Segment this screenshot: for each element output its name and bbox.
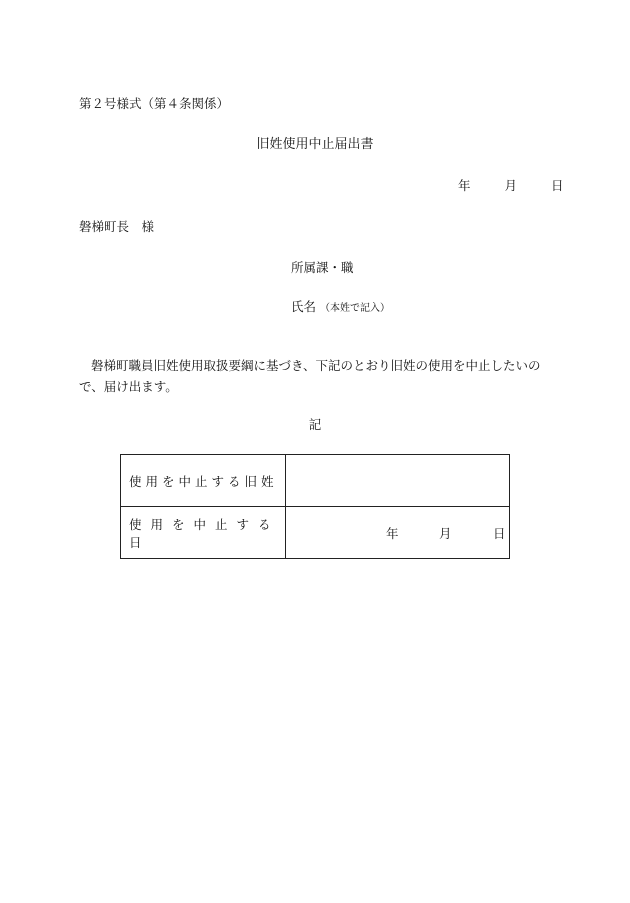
name-note: （本姓で記入） (320, 303, 391, 314)
stop-date-month-label: 月 (439, 526, 452, 541)
body-paragraph: 磐梯町職員旧姓使用取扱要綱に基づき、下記のとおり旧姓の使用を中止したいので、届け出ます。 (79, 358, 541, 394)
old-surname-field[interactable] (286, 455, 510, 507)
stop-date-year-label: 年 (386, 526, 399, 541)
name-line (291, 299, 390, 315)
table-row (121, 507, 510, 559)
submission-date-line (458, 178, 563, 193)
date-day-label: 日 (550, 178, 564, 193)
form-number-label: 第２号様式（第４条関係） (79, 96, 230, 111)
affiliation-label: 所属課・職 (291, 260, 354, 275)
detail-table (120, 454, 510, 559)
stop-date-label: 使用を中止する日 (121, 507, 286, 559)
ki-heading: 記 (308, 417, 322, 432)
date-year-label: 年 (458, 178, 471, 193)
document-title: 旧姓使用中止届出書 (256, 137, 374, 152)
recipient-line: 磐梯町長 様 (79, 219, 155, 234)
table-row (121, 455, 510, 507)
stop-date-field[interactable] (286, 507, 510, 559)
name-label: 氏名 (291, 299, 317, 314)
stop-date-day-label: 日 (493, 526, 506, 541)
date-month-label: 月 (504, 178, 517, 193)
old-surname-label: 使用を中止する旧姓 (121, 455, 286, 507)
